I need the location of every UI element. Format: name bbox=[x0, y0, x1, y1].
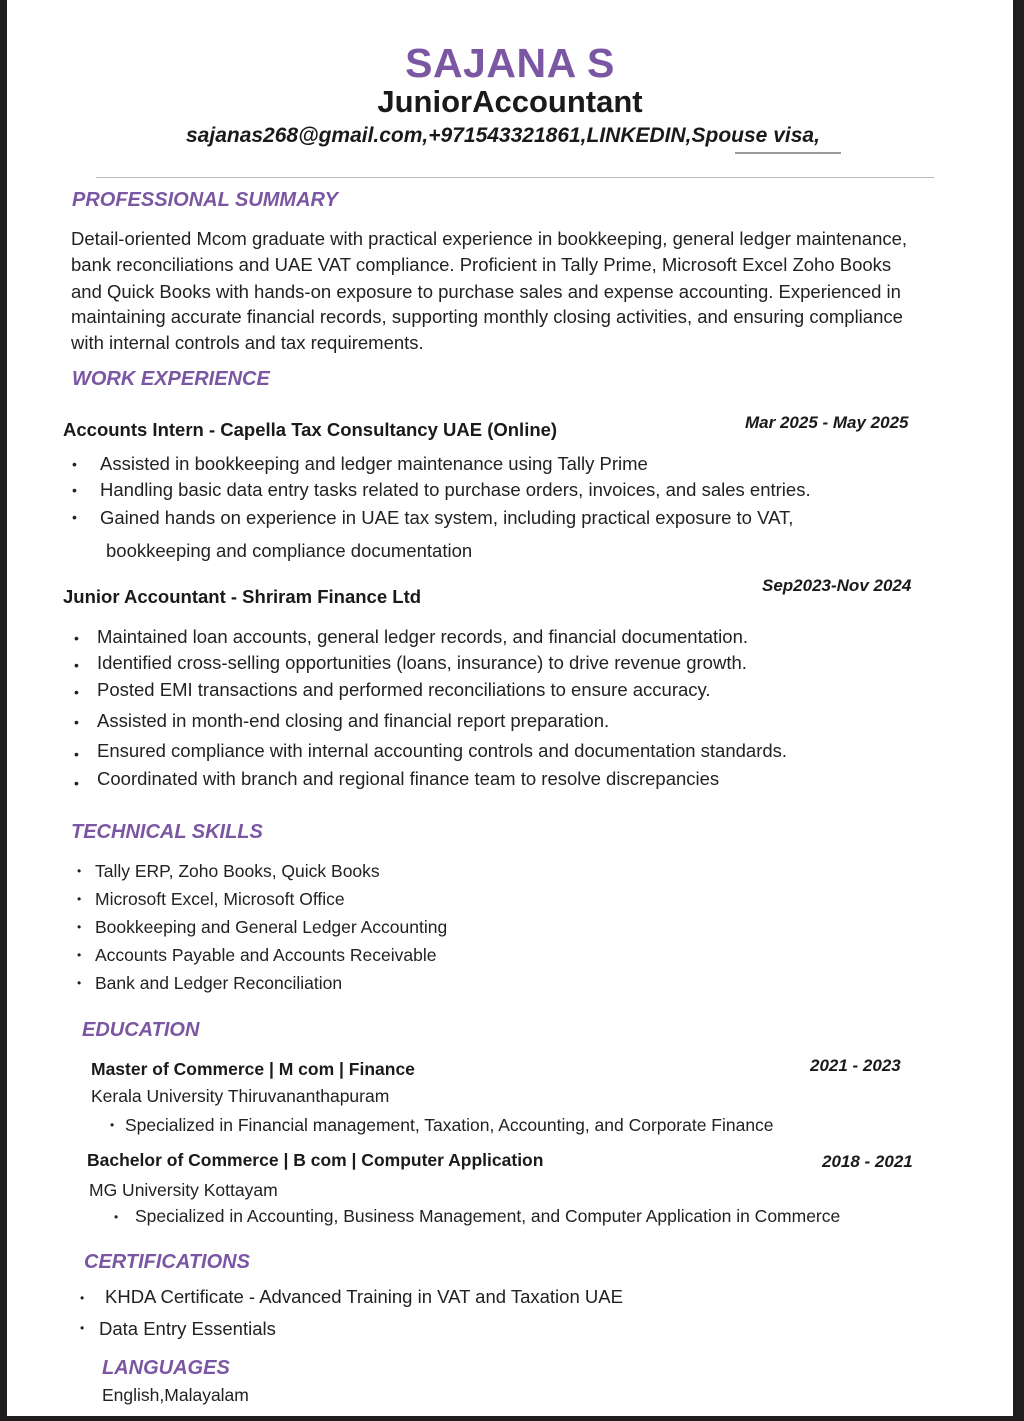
education-degree: Master of Commerce | M com | Finance bbox=[91, 1059, 415, 1079]
bullet-icon: • bbox=[74, 630, 79, 646]
summary-line: bank reconciliations and UAE VAT compliance. Proficient in Tally Prime, Microsoft Excel Zoho Books bbox=[71, 254, 892, 275]
languages-value: English,Malayalam bbox=[102, 1385, 249, 1405]
section-heading-summary: PROFESSIONAL SUMMARY bbox=[72, 189, 338, 211]
bullet-icon: • bbox=[114, 1210, 119, 1224]
job-bullet: Ensured compliance with internal accounting controls and documentation standards. bbox=[97, 740, 788, 761]
resume-page bbox=[7, 0, 1013, 1416]
job-bullet: Handling basic data entry tasks related to purchase orders, invoices, and sales entries. bbox=[100, 479, 811, 500]
section-heading-skills: TECHNICAL SKILLS bbox=[71, 821, 263, 843]
job-entry-title: Junior Accountant - Shriram Finance Ltd bbox=[63, 586, 422, 607]
education-degree: Bachelor of Commerce | B com | Computer Application bbox=[87, 1150, 544, 1170]
job-bullet: Identified cross-selling opportunities (loans, insurance) to drive revenue growth. bbox=[97, 652, 747, 673]
link-underline bbox=[735, 152, 841, 154]
skill-item: Tally ERP, Zoho Books, Quick Books bbox=[95, 861, 380, 881]
bullet-icon: • bbox=[74, 714, 79, 730]
job-bullet: Gained hands on experience in UAE tax system, including practical exposure to VAT, bbox=[100, 507, 794, 528]
section-heading-education: EDUCATION bbox=[82, 1019, 200, 1041]
summary-line: with internal controls and tax requirements. bbox=[71, 332, 424, 353]
bullet-icon: • bbox=[77, 892, 82, 906]
bullet-icon: • bbox=[77, 948, 82, 962]
education-institution: MG University Kottayam bbox=[89, 1180, 278, 1200]
job-entry-date: Sep2023-Nov 2024 bbox=[762, 576, 912, 595]
bullet-icon: • bbox=[72, 509, 77, 525]
bullet-icon: • bbox=[74, 746, 79, 762]
bullet-icon: • bbox=[77, 920, 82, 934]
skill-item: Bank and Ledger Reconciliation bbox=[95, 973, 343, 993]
bullet-icon: • bbox=[77, 976, 82, 990]
job-bullet: Maintained loan accounts, general ledger records, and financial documentation. bbox=[97, 626, 748, 647]
bullet-icon: • bbox=[77, 864, 82, 878]
contact-info: sajanas268@gmail.com,+971543321861,LINKEDIN,Spouse visa, bbox=[186, 124, 820, 147]
skill-item: Accounts Payable and Accounts Receivable bbox=[95, 945, 437, 965]
education-date: 2018 - 2021 bbox=[822, 1152, 913, 1171]
bullet-icon: • bbox=[80, 1321, 85, 1335]
job-bullet: Assisted in bookkeeping and ledger maintenance using Tally Prime bbox=[100, 453, 648, 474]
job-bullet: Posted EMI transactions and performed reconciliations to ensure accuracy. bbox=[97, 679, 711, 700]
bullet-icon: • bbox=[74, 657, 79, 673]
bullet-icon: • bbox=[110, 1118, 115, 1132]
bullet-icon: • bbox=[74, 775, 79, 791]
job-bullet: Assisted in month-end closing and financial report preparation. bbox=[97, 710, 610, 731]
job-title: JuniorAccountant bbox=[377, 84, 643, 119]
header-divider bbox=[96, 177, 934, 178]
summary-line: and Quick Books with hands-on exposure to purchase sales and expense accounting. Experienced in bbox=[71, 281, 901, 302]
certification-item: Data Entry Essentials bbox=[99, 1318, 276, 1339]
bullet-icon: • bbox=[80, 1291, 85, 1305]
education-date: 2021 - 2023 bbox=[810, 1056, 901, 1075]
candidate-name: SAJANA S bbox=[405, 40, 615, 86]
education-institution: Kerala University Thiruvananthapuram bbox=[91, 1086, 390, 1106]
skill-item: Bookkeeping and General Ledger Accounting bbox=[95, 917, 448, 937]
job-entry-title: Accounts Intern - Capella Tax Consultancy UAE (Online) bbox=[63, 419, 558, 440]
summary-line: Detail-oriented Mcom graduate with practical experience in bookkeeping, general ledger maintenance, bbox=[71, 228, 908, 249]
summary-line: maintaining accurate financial records, supporting monthly closing activities, and ensuring compliance bbox=[71, 306, 903, 327]
section-heading-experience: WORK EXPERIENCE bbox=[72, 368, 270, 390]
certification-item: KHDA Certificate - Advanced Training in VAT and Taxation UAE bbox=[105, 1286, 623, 1307]
bullet-icon: • bbox=[74, 684, 79, 700]
job-bullet-continuation: bookkeeping and compliance documentation bbox=[106, 540, 473, 561]
section-heading-languages: LANGUAGES bbox=[102, 1357, 230, 1379]
bullet-icon: • bbox=[72, 482, 77, 498]
skill-item: Microsoft Excel, Microsoft Office bbox=[95, 889, 345, 909]
section-heading-certifications: CERTIFICATIONS bbox=[84, 1251, 250, 1273]
education-detail: Specialized in Financial management, Taxation, Accounting, and Corporate Finance bbox=[125, 1115, 774, 1135]
job-entry-date: Mar 2025 - May 2025 bbox=[745, 413, 909, 432]
bullet-icon: • bbox=[72, 456, 77, 472]
job-bullet: Coordinated with branch and regional finance team to resolve discrepancies bbox=[97, 768, 720, 789]
education-detail: Specialized in Accounting, Business Management, and Computer Application in Commerce bbox=[135, 1206, 841, 1226]
